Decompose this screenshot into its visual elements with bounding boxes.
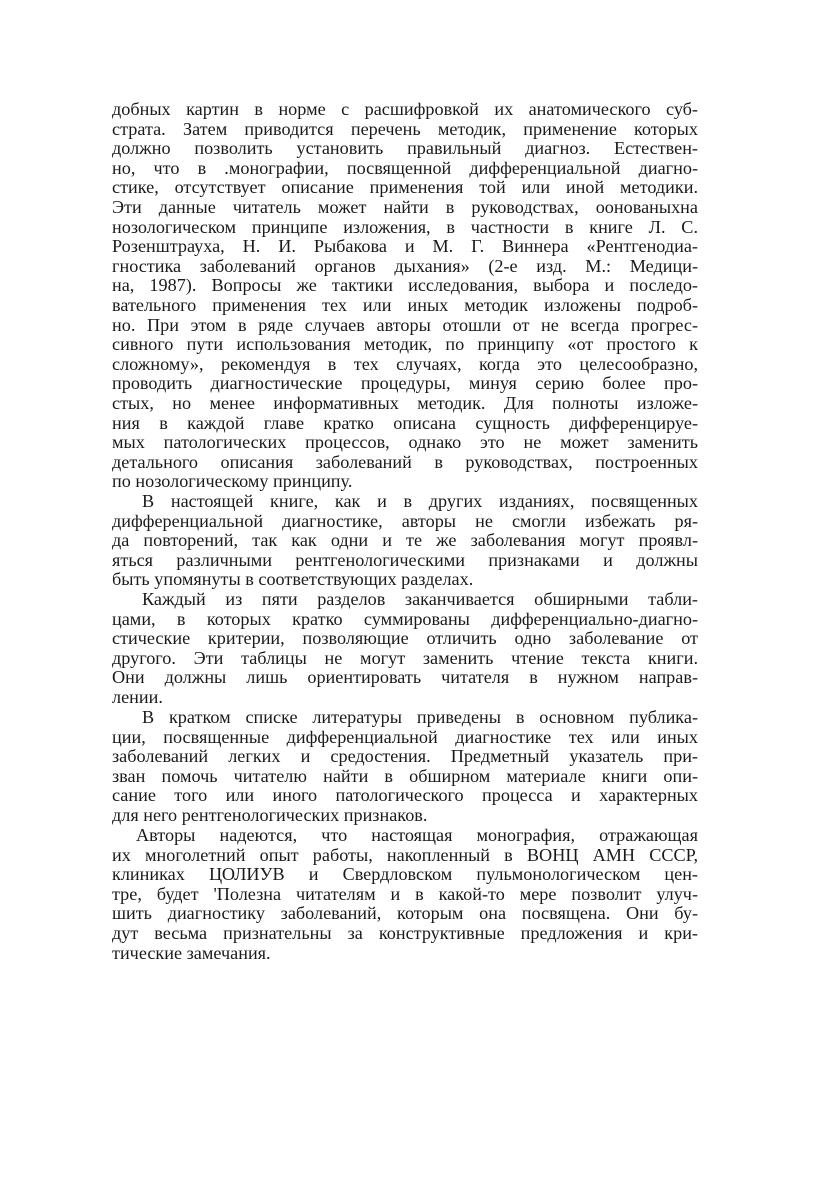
text-line: В кратком списке литературы приведены в основном публика- (142, 708, 698, 727)
text-line: стых, но менее информативных методик. Для полноты изложе- (112, 393, 698, 413)
text-line: Эти данные читатель может найти в руководствах, оонованыхна (112, 197, 698, 217)
text-line: сание того или иного патологического процесса и характерных (112, 786, 698, 806)
text-line: добных картин в норме с расшифровкой их анатомического суб- (112, 100, 698, 119)
text-line: дут весьма признательны за конструктивные предложения и кри- (112, 923, 698, 943)
text-line: лении. (112, 687, 163, 707)
paragraph (112, 826, 698, 963)
text-line: но, что в .монографии, посвященной дифференциальной диагно- (112, 158, 698, 178)
text-line: сивного пути использования методик, по принципу «от простого к (112, 335, 698, 355)
paragraph (112, 590, 698, 708)
text-line: должно позволить установить правильный диагноз. Естествен- (112, 139, 698, 159)
text-line: другого. Эти таблицы не могут заменить чтение текста книги. (112, 648, 698, 668)
text-line: тре, будет 'Полезна читателям и в какой-то мере позволит улуч- (112, 884, 698, 904)
text-line: В настоящей книге, как и в других изданиях, посвященных (142, 492, 698, 511)
text-line: Авторы надеются, что настоящая монография, отражающая (136, 826, 698, 845)
text-line: гностика заболеваний органов дыхания» (2-е изд. М.: Медици- (112, 256, 698, 276)
paragraph (112, 100, 698, 492)
text-line: но. При этом в ряде случаев авторы отошли от не всегда прогрес- (112, 315, 698, 335)
text-line: их многолетний опыт работы, накопленный в ВОНЦ АМН СССР, (112, 845, 698, 865)
text-line: ции, посвященные дифференциальной диагностике тех или иных (112, 727, 698, 747)
text-line: мых патологических процессов, однако это не может заменить (112, 433, 698, 453)
text-line: стические критерии, позволяющие отличить одно заболевание от (112, 629, 698, 649)
text-line: быть упомянуты в соответствующих разделах. (112, 570, 474, 590)
paragraph (112, 492, 698, 590)
text-line: цами, в которых кратко суммированы дифференциально-диагно- (112, 609, 698, 629)
text-line: тические замечания. (112, 943, 271, 963)
text-line: да повторений, так как одни и те же заболевания могут проявл- (112, 531, 698, 551)
text-line: яться различными рентгенологическими признаками и должны (112, 550, 698, 570)
text-line: для него рентгенологических признаков. (112, 805, 428, 825)
text-line: детального описания заболеваний в руководствах, построенных (112, 452, 698, 472)
text-line: шить диагностику заболеваний, которым она посвящена. Они бу- (112, 904, 698, 924)
text-line: Они должны лишь ориентировать читателя в нужном направ- (112, 668, 698, 688)
text-line: вательного применения тех или иных методик изложены подроб- (112, 295, 698, 315)
text-line: клиниках ЦОЛИУВ и Свердловском пульмонологическом цен- (112, 865, 698, 885)
paragraph (112, 708, 698, 826)
text-line: проводить диагностические процедуры, минуя серию более про- (112, 374, 698, 394)
text-line: дифференциальной диагностике, авторы не смогли избежать ря- (112, 511, 698, 531)
text-line: Каждый из пяти разделов заканчивается обширными табли- (142, 590, 698, 609)
text-line: на, 1987). Вопросы же тактики исследования, выбора и последо- (112, 276, 698, 296)
text-line: заболеваний легких и средостения. Предметный указатель при- (112, 747, 698, 767)
text-line: Розенштрауха, Н. И. Рыбакова и М. Г. Виннера «Рентгенодиа- (112, 237, 698, 257)
text-line: страта. Затем приводится перечень методик, применение которых (112, 119, 698, 139)
text-line: нозологическом принципе изложения, в частности в книге Л. С. (112, 217, 698, 237)
text-line: зван помочь читателю найти в обширном материале книги опи- (112, 766, 698, 786)
text-line: сложному», рекомендуя в тех случаях, когда это целесообразно, (112, 354, 698, 374)
text-line: по нозологическому принципу. (112, 472, 353, 492)
text-line: стике, отсутствует описание применения той или иной методики. (112, 178, 698, 198)
text-line: ния в каждой главе кратко описана сущность дифференцируе- (112, 413, 698, 433)
